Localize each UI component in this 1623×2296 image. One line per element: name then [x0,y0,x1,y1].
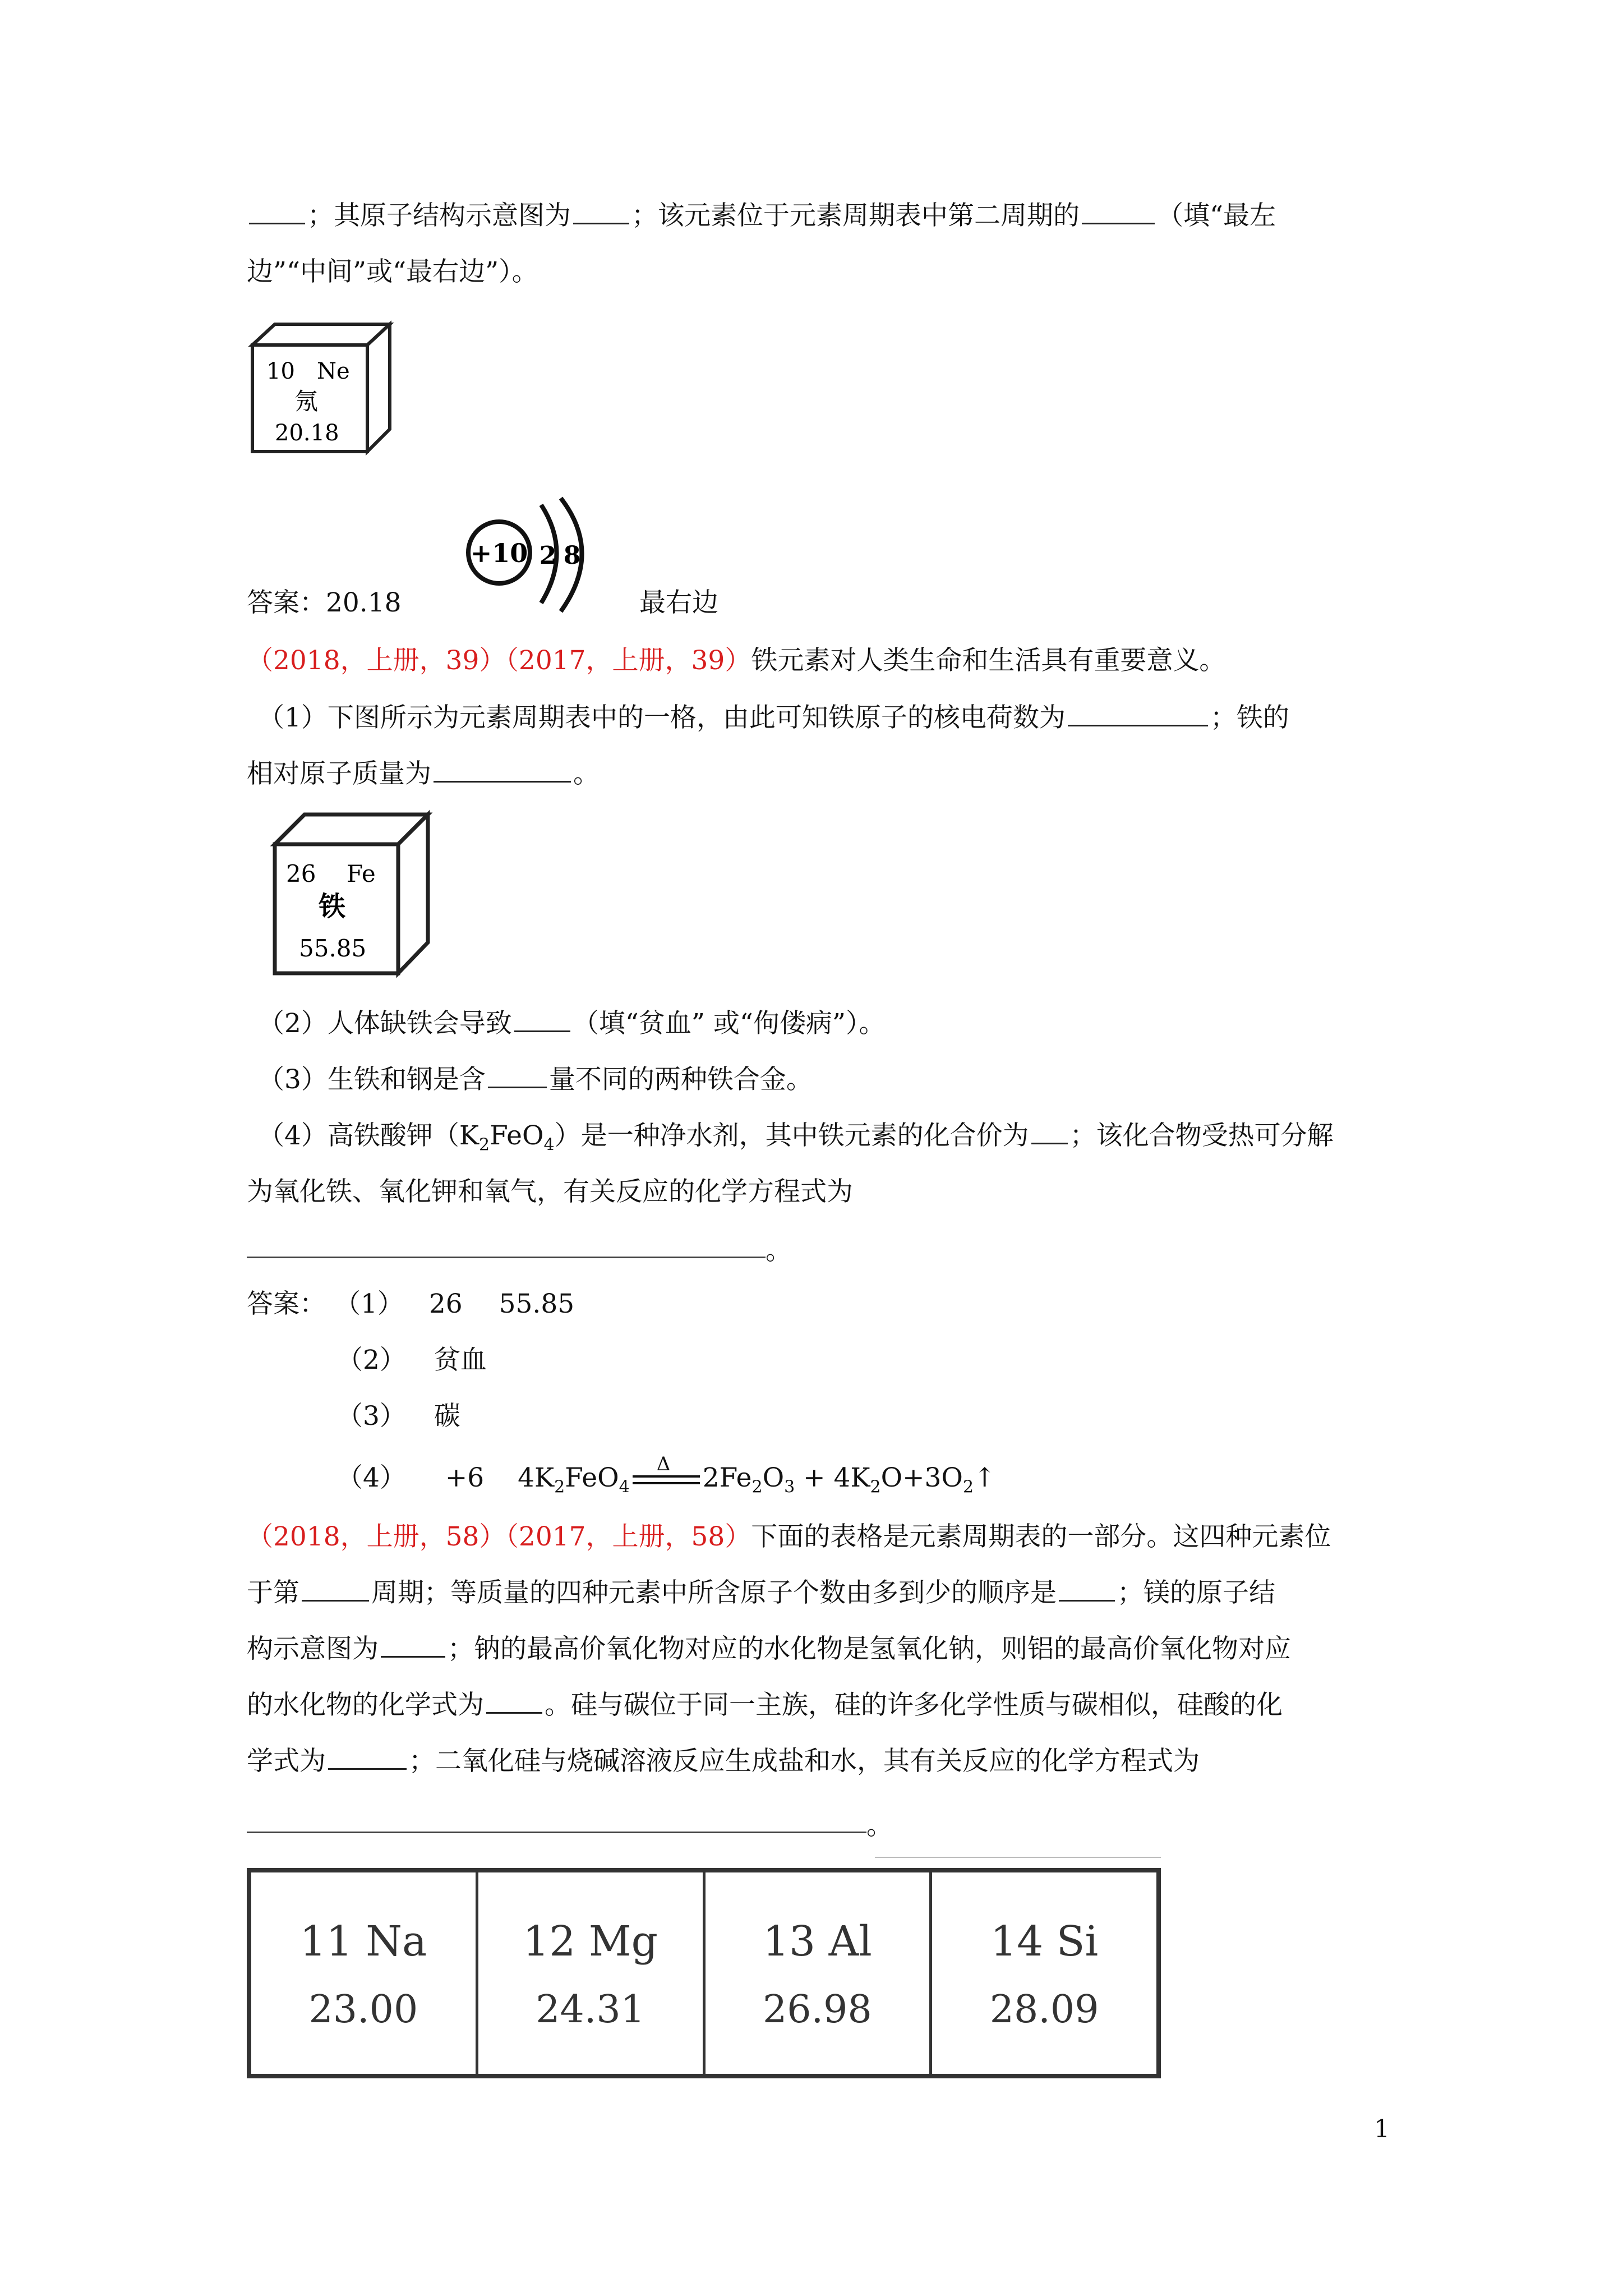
answer-number: （4） [336,1462,406,1493]
fe-name: 铁 [319,891,346,922]
fe-symbol: Fe [347,860,376,887]
q2-part2 [258,1007,885,1041]
element-symbol: 13 Al [762,1917,872,1966]
answer-value: 26 [428,1289,463,1319]
equation-blank [247,1832,866,1833]
q1-text: ；其原子结构示意图为 [307,200,571,231]
element-mass: 23.00 [308,1987,418,2032]
q2-text: （4）高铁酸钾（K [258,1120,479,1151]
q2-answer2 [336,1343,487,1377]
q3-end: 。 [866,1810,893,1841]
subscript: 2 [479,1135,490,1155]
q2-text: （1）下图所示为元素周期表中的一格，由此可知铁原子的核电荷数为 [258,702,1066,733]
eq-part: FeO [565,1462,619,1493]
ne-name: 氖 [294,388,319,415]
q2-part1-line2 [247,757,600,791]
fe-element-cell [268,808,436,984]
answer-mass: 20.18 [326,587,402,618]
heat-symbol: Δ [656,1453,671,1475]
blank [1068,701,1208,726]
q3-line2 [247,1576,1275,1610]
element-symbol: 14 Si [990,1917,1099,1966]
q2-answer3 [336,1400,460,1433]
q3-text: 的水化物的化学式为 [247,1690,484,1720]
blank [573,199,629,224]
equation-blank [247,1257,766,1258]
faint-rule [875,1857,1161,1858]
blank [381,1632,445,1658]
q2-text: ；铁的 [1210,702,1289,733]
q2-text: （填“贫血” 或“佝偻病”）。 [572,1008,886,1039]
fe-number: 26 [286,860,316,887]
q3-text: 于第 [247,1577,299,1608]
eq-part: O+3O [880,1462,963,1493]
periodic-table-fragment [247,1868,1161,2078]
element-mass: 26.98 [763,1987,872,2032]
q2-part1 [258,701,1289,735]
ne-number: 10 [266,358,295,384]
q2-part3 [258,1063,813,1097]
subscript: 3 [784,1477,795,1497]
element-mass: 24.31 [536,1987,645,2032]
heat-condition-sign [630,1453,703,1491]
q1-answer [247,586,402,620]
answer-label: 答案： [247,587,326,618]
q1-line1 [247,199,1276,233]
shell-1-electrons: 2 [539,541,557,570]
q3-text: 。硅与碳位于同一主族，硅的许多化学性质与碳相似，硅酸的化 [545,1690,1283,1720]
q2-text: （3）生铁和钢是含 [258,1064,486,1095]
q2-text: 相对原子质量为 [247,758,431,789]
q3-line5 [247,1745,1200,1778]
q2-source: （2018，上册，39）（2017，上册，39） [247,645,751,676]
q2-end: 。 [766,1235,792,1266]
answer-label: 答案： [247,1289,326,1319]
blank [486,1688,542,1714]
blank [249,199,305,224]
element-cell-al [706,1872,933,2074]
blank [302,1576,369,1602]
shell-2-electrons: 8 [563,541,581,570]
q2-text: 。 [573,758,600,789]
answer-number: （3） [336,1401,406,1432]
blank [328,1745,407,1770]
q2-text: （2）人体缺铁会导致 [258,1008,512,1039]
q2-text: ；该化合物受热可分解 [1069,1120,1334,1151]
blank [1082,199,1155,224]
q3-text: ；钠的最高价氧化物对应的水化物是氢氧化钠，则铝的最高价氧化物对应 [448,1634,1291,1664]
q3-line3 [247,1632,1291,1666]
page-number: 1 [1374,2115,1390,2143]
element-symbol: 11 Na [299,1917,427,1966]
q2-text: FeO [490,1120,544,1151]
q3-text: ；镁的原子结 [1117,1577,1275,1608]
answer-position: 最右边 [639,587,718,618]
answer-number: （2） [336,1345,406,1375]
q2-text: 量不同的两种铁合金。 [548,1064,813,1095]
ne-atom-diagram [463,494,597,625]
q3-stem: 下面的表格是元素周期表的一部分。这四种元素位 [751,1521,1331,1552]
q3-header [247,1520,1331,1554]
element-symbol: 12 Mg [523,1917,658,1966]
answer-number: （1） [334,1289,404,1319]
ne-mass: 20.18 [275,420,339,446]
answer-value: 碳 [434,1401,460,1432]
q2-answer4 [336,1453,996,1504]
element-mass: 28.09 [989,1987,1099,2032]
subscript: 2 [554,1477,565,1497]
subscript: 4 [543,1135,555,1155]
eq-part: + 4K [795,1462,870,1493]
answer-value: 贫血 [434,1345,487,1375]
blank [514,1007,570,1032]
blank [1059,1576,1115,1602]
ne-element-cell [247,320,398,462]
subscript: 4 [619,1477,630,1497]
q1-text: ；该元素位于元素周期表中第二周期的 [631,200,1080,231]
blank [488,1063,547,1088]
eq-part: 4K [518,1462,555,1493]
q3-line4 [247,1688,1283,1722]
q2-part4 [258,1119,1334,1162]
q2-text: ）是一种净水剂，其中铁元素的化合价为 [554,1120,1029,1151]
q1-line2: 边”“中间”或“最右边”）。 [247,256,538,287]
subscript: 2 [751,1477,763,1497]
eq-part: O [762,1462,785,1493]
blank [1031,1119,1068,1144]
nucleus-charge: +10 [470,538,528,568]
blank [434,757,571,783]
q3-text: 学式为 [247,1746,326,1777]
element-cell-na [251,1872,478,2074]
subscript: 2 [870,1477,881,1497]
answer-value: +6 [445,1462,485,1493]
eq-part: 2Fe [702,1462,752,1493]
q3-text: 周期；等质量的四种元素中所含原子个数由多到少的顺序是 [371,1577,1057,1608]
ne-symbol: Ne [317,358,350,384]
q2-stem: 铁元素对人类生命和生活具有重要意义。 [751,645,1226,676]
element-cell-mg [478,1872,706,2074]
q2-header [247,644,1225,678]
q3-text: ；二氧化硅与烧碱溶液反应生成盐和水，其有关反应的化学方程式为 [409,1746,1200,1777]
chemical-equation [518,1453,996,1497]
element-cell-si [932,1872,1156,2074]
answer-value: 55.85 [499,1289,575,1319]
subscript: 2 [962,1477,974,1497]
fe-mass: 55.85 [299,935,367,962]
q2-part4-line2: 为氧化铁、氧化钾和氧气，有关反应的化学方程式为 [247,1176,853,1207]
q2-answer1 [247,1287,574,1321]
q1-text: （填“最左 [1157,200,1276,231]
gas-arrow: ↑ [974,1462,996,1493]
q3-text: 构示意图为 [247,1634,379,1664]
q3-source: （2018，上册，58）（2017，上册，58） [247,1521,751,1552]
